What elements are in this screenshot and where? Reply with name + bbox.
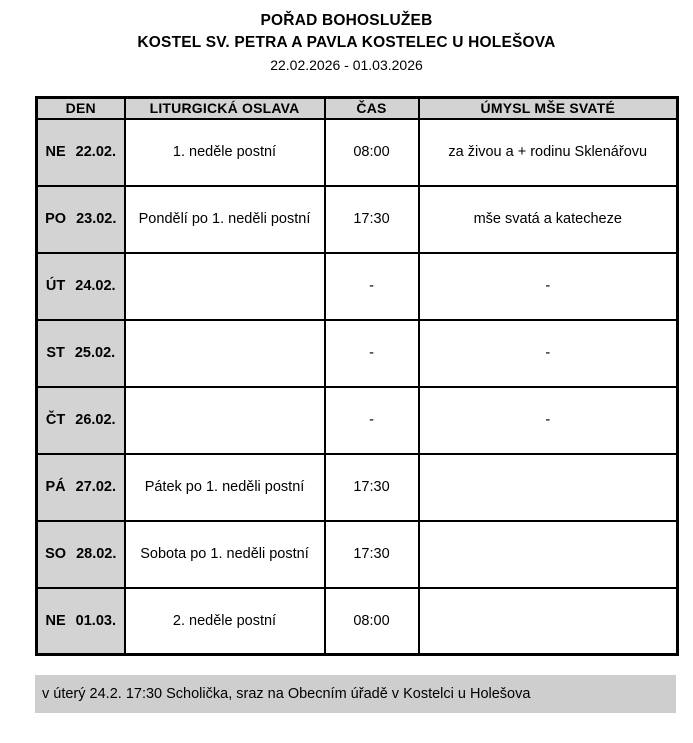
day-number: 27.02. [75,479,116,495]
day-date [40,479,122,495]
day-cell [37,387,125,454]
column-header-den: DEN [37,98,125,119]
day-date [40,613,122,629]
celebration-cell [125,387,325,454]
celebration-cell: Sobota po 1. neděli postní [125,521,325,588]
time-cell: - [325,253,419,320]
day-abbrev: SO [45,546,67,562]
day-abbrev: NE [45,144,66,160]
intention-cell: - [419,320,678,387]
day-number: 28.02. [76,546,117,562]
day-date [40,345,122,361]
table-row [37,186,678,253]
day-cell [37,186,125,253]
title-block [0,0,693,76]
day-abbrev: PO [45,211,67,227]
day-cell [37,454,125,521]
table-row [37,588,678,655]
day-cell [37,253,125,320]
column-header-liturgicka-oslava: LITURGICKÁ OSLAVA [125,98,325,119]
time-cell: 17:30 [325,454,419,521]
day-abbrev: NE [45,612,66,629]
day-number: 25.02. [74,345,116,361]
day-date [40,278,122,294]
intention-cell: za živou a + rodinu Sklenářovu [419,119,678,186]
time-cell: 08:00 [325,119,419,186]
column-header-cas: ČAS [325,98,419,119]
intention-cell [419,588,678,655]
column-header-umysl: ÚMYSL MŠE SVATÉ [419,98,678,119]
table-row [37,521,678,588]
table-row [37,119,678,186]
intention-cell: - [419,387,678,454]
day-cell [37,119,125,186]
day-cell [37,320,125,387]
table-header-row [37,98,678,119]
footer-note: v úterý 24.2. 17:30 Scholička, sraz na Obecním úřadě v Kostelci u Holešova [35,675,676,713]
celebration-cell: 1. neděle postní [125,119,325,186]
day-date [40,412,122,428]
day-date [40,546,122,562]
day-number: 24.02. [75,278,116,294]
date-range: 22.02.2026 - 01.03.2026 [270,57,423,73]
day-abbrev: ÚT [45,278,66,294]
day-abbrev: ČT [45,412,66,428]
day-number: 22.02. [75,144,116,160]
time-cell: 08:00 [325,588,419,655]
day-number: 26.02. [75,412,116,428]
celebration-cell [125,320,325,387]
schedule-table [35,96,679,656]
day-abbrev: ST [46,345,65,361]
day-abbrev: PÁ [45,479,66,495]
celebration-cell: Pondělí po 1. neděli postní [125,186,325,253]
intention-cell [419,521,678,588]
page-title: POŘAD BOHOSLUŽEB [260,12,433,29]
church-subtitle: KOSTEL SV. PETRA A PAVLA KOSTELEC U HOLEŠOVA [137,34,556,51]
celebration-cell: 2. neděle postní [125,588,325,655]
table-row [37,320,678,387]
day-cell [37,588,125,655]
celebration-cell: Pátek po 1. neděli postní [125,454,325,521]
intention-cell: - [419,253,678,320]
day-number: 01.03. [75,612,116,629]
time-cell: - [325,320,419,387]
table-row [37,253,678,320]
time-cell: 17:30 [325,186,419,253]
time-cell: - [325,387,419,454]
day-date [40,211,122,227]
intention-cell [419,454,678,521]
table-row [37,454,678,521]
time-cell: 17:30 [325,521,419,588]
intention-cell: mše svatá a katecheze [419,186,678,253]
day-date [40,144,122,160]
table-row [37,387,678,454]
day-number: 23.02. [76,211,117,227]
celebration-cell [125,253,325,320]
day-cell [37,521,125,588]
